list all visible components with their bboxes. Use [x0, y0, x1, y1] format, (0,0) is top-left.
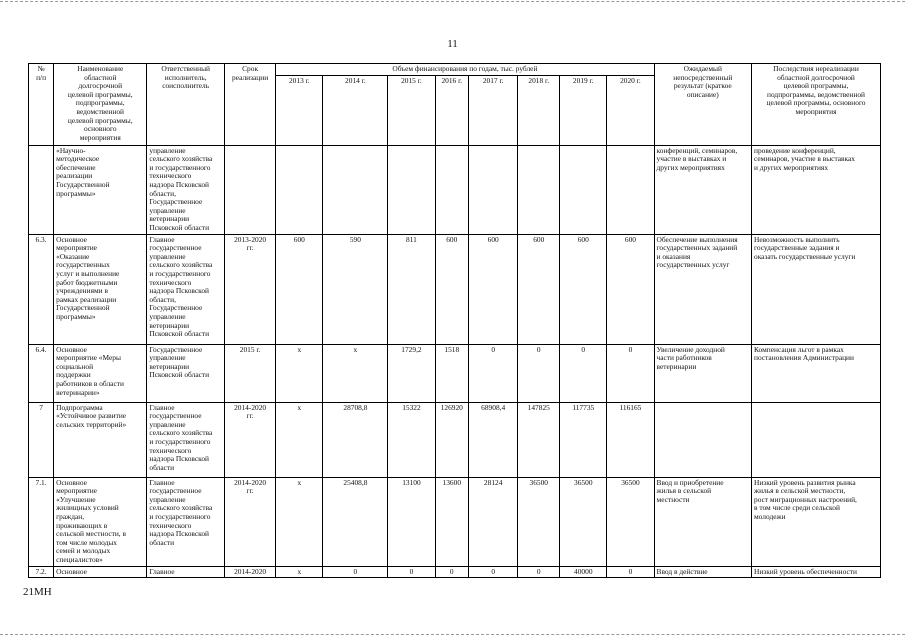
row-num: 6.4.	[29, 344, 54, 402]
col-funding-header: Объем финансирования по годам, тыс. рублей	[276, 64, 654, 76]
col-result-header: Ожидаемый непосредственный результат (краткое описание)	[654, 64, 751, 146]
col-num-header: № п/п	[29, 64, 54, 146]
row-term	[224, 145, 275, 234]
row-value-2013	[276, 145, 323, 234]
page-number: 11	[447, 38, 458, 50]
row-consequences: Компенсация льгот в рамках постановления Администрации	[752, 344, 881, 402]
table-row	[29, 566, 881, 578]
year-header: 2019 г.	[560, 75, 607, 145]
row-executor: управление сельского хозяйства и государственного технического надзора Псковской области, Государственное управление ветеринарии Псковской области	[147, 145, 225, 234]
table-row	[29, 234, 881, 344]
row-value-2015: 13100	[388, 477, 435, 566]
year-header: 2017 г.	[469, 75, 518, 145]
row-term: 2014-2020 гг.	[224, 402, 275, 477]
row-result: Ввод и приобретение жилья в сельской местности	[654, 477, 751, 566]
row-result	[654, 402, 751, 477]
year-header: 2015 г.	[388, 75, 435, 145]
year-header: 2014 г.	[323, 75, 388, 145]
table-row	[29, 402, 881, 477]
row-value-2017	[469, 145, 518, 234]
row-executor: Государственное управление ветеринарии Псковской области	[147, 344, 225, 402]
row-num	[29, 145, 54, 234]
row-value-2018: 600	[518, 234, 560, 344]
row-value-2016: 600	[435, 234, 469, 344]
row-value-2018	[518, 145, 560, 234]
row-value-2019: 0	[560, 344, 607, 402]
row-num: 7	[29, 402, 54, 477]
row-value-2014	[323, 145, 388, 234]
row-value-2014: 28708,8	[323, 402, 388, 477]
row-value-2015: 0	[388, 566, 435, 578]
footer-code: 21МН	[23, 586, 52, 598]
row-value-2014: х	[323, 344, 388, 402]
scan-bottom-edge	[0, 634, 905, 635]
row-value-2020: 600	[607, 234, 654, 344]
row-value-2013: х	[276, 566, 323, 578]
row-value-2013: х	[276, 477, 323, 566]
row-value-2014: 590	[323, 234, 388, 344]
row-result: конференций, семинаров, участие в выставках и других мероприятиях	[654, 145, 751, 234]
row-value-2018: 147825	[518, 402, 560, 477]
row-result: Обеспечение выполнения государственных заданий и оказания государственных услуг	[654, 234, 751, 344]
row-name: Основное мероприятие «Оказание государственных услуг и выполнение работ бюджетными учреждениями в рамках реализации Государственной программы»	[54, 234, 147, 344]
row-value-2015: 15322	[388, 402, 435, 477]
table-row	[29, 344, 881, 402]
row-value-2016: 1518	[435, 344, 469, 402]
row-value-2018: 36500	[518, 477, 560, 566]
row-value-2020: 0	[607, 344, 654, 402]
row-value-2020	[607, 145, 654, 234]
row-value-2016	[435, 145, 469, 234]
row-name: Подпрограмма «Устойчивое развитие сельских территорий»	[54, 402, 147, 477]
row-value-2016: 0	[435, 566, 469, 578]
row-name: Основное	[54, 566, 147, 578]
row-executor: Главное государственное управление сельского хозяйства и государственного технического надзора Псковской области	[147, 402, 225, 477]
row-value-2020: 0	[607, 566, 654, 578]
row-name: «Научно- методическое обеспечение реализации Государственной программы»	[54, 145, 147, 234]
scan-top-edge	[0, 1, 905, 2]
row-value-2020: 36500	[607, 477, 654, 566]
row-consequences: Низкий уровень развития рынка жилья в сельской местности, рост миграционных настроений, в том числе среди сельской молодежи	[752, 477, 881, 566]
row-value-2015	[388, 145, 435, 234]
row-value-2017: 0	[469, 344, 518, 402]
row-value-2019: 117735	[560, 402, 607, 477]
row-value-2013: х	[276, 402, 323, 477]
row-num: 7.1.	[29, 477, 54, 566]
row-value-2017: 68908,4	[469, 402, 518, 477]
row-executor: Главное государственное управление сельского хозяйства и государственного технического надзора Псковской области, Государственное управление ветеринарии Псковской области	[147, 234, 225, 344]
row-value-2013: 600	[276, 234, 323, 344]
row-value-2019: 600	[560, 234, 607, 344]
row-value-2014: 25408,8	[323, 477, 388, 566]
row-result: Ввод в действие	[654, 566, 751, 578]
row-num: 7.2.	[29, 566, 54, 578]
row-value-2020: 116165	[607, 402, 654, 477]
row-value-2015: 1729,2	[388, 344, 435, 402]
row-value-2014: 0	[323, 566, 388, 578]
row-consequences	[752, 402, 881, 477]
row-value-2019	[560, 145, 607, 234]
col-name-header: Наименование областной долгосрочной целевой программы, подпрограммы, ведомственной целевой программы, основного мероприятия	[54, 64, 147, 146]
row-value-2016: 126920	[435, 402, 469, 477]
row-value-2018: 0	[518, 566, 560, 578]
row-value-2019: 36500	[560, 477, 607, 566]
row-executor: Главное	[147, 566, 225, 578]
row-num: 6.3.	[29, 234, 54, 344]
col-term-header: Срок реализации	[224, 64, 275, 146]
row-executor: Главное государственное управление сельского хозяйства и государственного технического надзора Псковской области	[147, 477, 225, 566]
row-value-2017: 600	[469, 234, 518, 344]
header-row-1	[29, 64, 881, 76]
year-header: 2018 г.	[518, 75, 560, 145]
funding-table	[28, 63, 881, 578]
row-name: Основное мероприятие «Меры социальной поддержки работников в области ветеринарии»	[54, 344, 147, 402]
row-consequences: проведение конференций, семинаров, участие в выставках и других мероприятиях	[752, 145, 881, 234]
row-value-2016: 13600	[435, 477, 469, 566]
col-consequences-header: Последствия нереализации областной долгосрочной целевой программы, подпрограммы, ведомственной целевой программы, основного мероприятия	[752, 64, 881, 146]
year-header: 2020 г.	[607, 75, 654, 145]
year-header: 2016 г.	[435, 75, 469, 145]
row-term: 2015 г.	[224, 344, 275, 402]
row-value-2019: 40000	[560, 566, 607, 578]
row-value-2017: 28124	[469, 477, 518, 566]
row-consequences: Невозможность выполнить государственные задания и оказать государственные услуги	[752, 234, 881, 344]
row-consequences: Низкий уровень обеспеченности	[752, 566, 881, 578]
row-term: 2013-2020 гг.	[224, 234, 275, 344]
row-value-2018: 0	[518, 344, 560, 402]
row-term: 2014-2020	[224, 566, 275, 578]
row-value-2015: 811	[388, 234, 435, 344]
row-value-2013: х	[276, 344, 323, 402]
row-name: Основное мероприятие «Улучшение жилищных условий граждан, проживающих в сельской местности, в том числе молодых семей и молодых специалистов»	[54, 477, 147, 566]
row-value-2017: 0	[469, 566, 518, 578]
table-row	[29, 477, 881, 566]
col-executor-header: Ответственный исполнитель, соисполнитель	[147, 64, 225, 146]
row-result: Увеличение доходной части работников ветеринарии	[654, 344, 751, 402]
table-row	[29, 145, 881, 234]
year-header: 2013 г.	[276, 75, 323, 145]
row-term: 2014-2020 гг.	[224, 477, 275, 566]
